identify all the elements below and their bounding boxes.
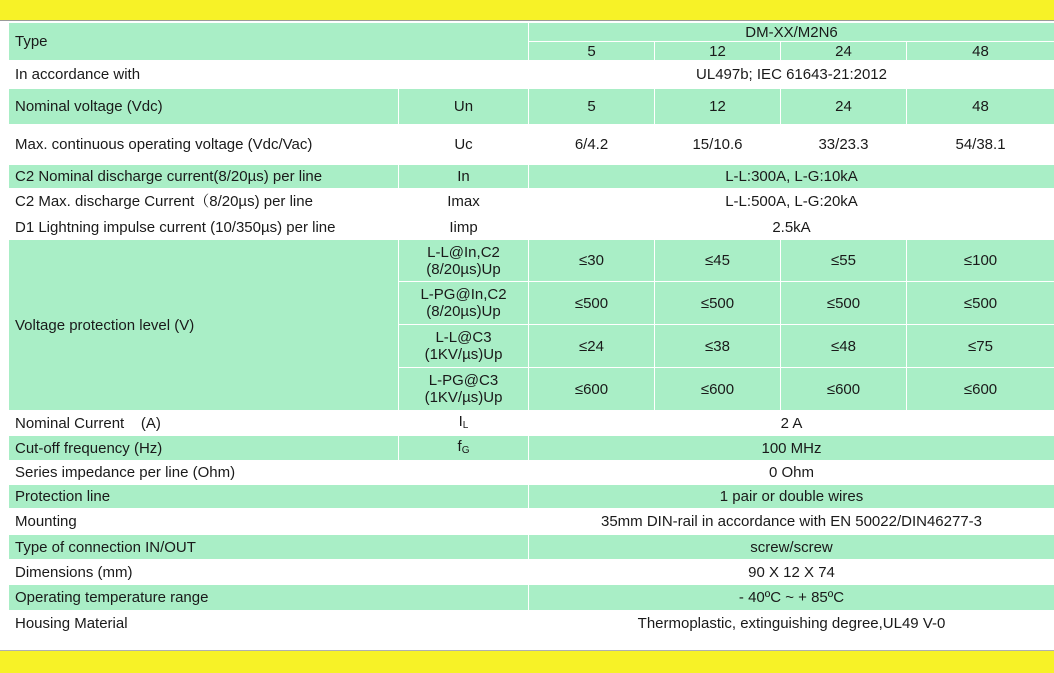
table-row (9, 535, 1054, 560)
max-voltage-48: 54/38.1 (907, 125, 1054, 165)
vpl-ll-c2-24: ≤55 (781, 240, 907, 282)
nominal-voltage-label: Nominal voltage (Vdc) (9, 89, 399, 125)
temperature-value: - 40ºC ~ + 85ºC (529, 585, 1054, 611)
vpl-ll-c2-12: ≤45 (655, 240, 781, 282)
d1-lightning-symbol: Iimp (399, 215, 529, 240)
vpl-sub-lpg-c3 (399, 368, 529, 411)
nominal-voltage-5: 5 (529, 89, 655, 125)
table-row (9, 509, 1054, 535)
cutoff-frequency-symbol (399, 436, 529, 461)
table-row (9, 165, 1054, 189)
vpl-sub-ll-c2 (399, 240, 529, 282)
vpl-sub-ll-c3-line1: L-L@C3 (435, 329, 492, 346)
table-row (9, 461, 1054, 485)
vpl-lpg-c2-48: ≤500 (907, 282, 1054, 325)
c2-nominal-label: C2 Nominal discharge current(8/20µs) per line (9, 165, 399, 189)
type-label: Type (9, 23, 529, 61)
cutoff-frequency-value: 100 MHz (529, 436, 1054, 461)
cutoff-frequency-label: Cut-off frequency (Hz) (9, 436, 399, 461)
c2-nominal-value: L-L:300A, L-G:10kA (529, 165, 1054, 189)
c2-max-label: C2 Max. discharge Current（8/20µs) per line (9, 189, 399, 215)
vpl-lpg-c2-5: ≤500 (529, 282, 655, 325)
vpl-lpg-c3-12: ≤600 (655, 368, 781, 411)
accordance-label: In accordance with (9, 61, 529, 89)
nominal-current-value: 2 A (529, 411, 1054, 436)
vpl-ll-c3-5: ≤24 (529, 325, 655, 368)
vpl-sub-ll-c2-line2: (8/20µs)Up (426, 260, 501, 278)
vpl-sub-ll-c3-line2: (1KV/µs)Up (424, 346, 503, 363)
vpl-sub-lpg-c2-line1: L-PG@In,C2 (420, 286, 507, 303)
nominal-current-symbol (399, 411, 529, 436)
vpl-ll-c2-48: ≤100 (907, 240, 1054, 282)
table-row (9, 215, 1054, 240)
table-row (9, 189, 1054, 215)
nominal-current-label: Nominal Current (A) (9, 411, 399, 436)
vpl-sub-lpg-c3-line1: L-PG@C3 (428, 372, 499, 389)
top-yellow-bar (0, 0, 1054, 20)
temperature-label: Operating temperature range (9, 585, 529, 611)
mounting-label: Mounting (9, 509, 529, 535)
protection-line-label: Protection line (9, 485, 529, 509)
vpl-sub-ll-c3 (399, 325, 529, 368)
protection-line-value: 1 pair or double wires (529, 485, 1054, 509)
housing-value: Thermoplastic, extinguishing degree,UL49 V-0 (529, 611, 1054, 637)
vpl-sub-lpg-c2 (399, 282, 529, 325)
vpl-sub-ll-c2-line1: L-L@In,C2 (427, 243, 500, 261)
vpl-ll-c3-12: ≤38 (655, 325, 781, 368)
table-row (9, 125, 1054, 165)
table-row (9, 436, 1054, 461)
table-row (9, 61, 1054, 89)
max-voltage-symbol: Uc (399, 125, 529, 165)
accordance-value: UL497b; IEC 61643-21:2012 (529, 61, 1054, 89)
nominal-current-symbol-main: I (458, 412, 463, 430)
c2-nominal-symbol: In (399, 165, 529, 189)
dimensions-value: 90 X 12 X 74 (529, 560, 1054, 585)
series-impedance-label: Series impedance per line (Ohm) (9, 461, 529, 485)
table-row (9, 411, 1054, 436)
housing-label: Housing Material (9, 611, 529, 637)
bottom-yellow-bar (0, 651, 1054, 673)
series-impedance-value: 0 Ohm (529, 461, 1054, 485)
max-voltage-24: 33/23.3 (781, 125, 907, 165)
table-row (9, 585, 1054, 611)
vpl-ll-c3-24: ≤48 (781, 325, 907, 368)
dimensions-label: Dimensions (mm) (9, 560, 529, 585)
vpl-ll-c2-5: ≤30 (529, 240, 655, 282)
max-voltage-5: 6/4.2 (529, 125, 655, 165)
vpl-sub-lpg-c2-line2: (8/20µs)Up (426, 303, 501, 320)
table-row (9, 560, 1054, 585)
top-divider (0, 20, 1054, 21)
nominal-voltage-48: 48 (907, 89, 1054, 125)
vpl-label: Voltage protection level (V) (9, 240, 399, 411)
vpl-lpg-c2-24: ≤500 (781, 282, 907, 325)
vpl-lpg-c3-5: ≤600 (529, 368, 655, 411)
mounting-value: 35mm DIN-rail in accordance with EN 50022/DIN46277-3 (529, 509, 1054, 535)
table-row (9, 240, 1054, 282)
table-row (9, 485, 1054, 509)
vpl-lpg-c2-12: ≤500 (655, 282, 781, 325)
nominal-current-symbol-sub: L (462, 419, 469, 431)
vpl-lpg-c3-24: ≤600 (781, 368, 907, 411)
connection-value: screw/screw (529, 535, 1054, 560)
vpl-lpg-c3-48: ≤600 (907, 368, 1054, 411)
c2-max-value: L-L:500A, L-G:20kA (529, 189, 1054, 215)
cutoff-frequency-symbol-sub: G (461, 444, 470, 456)
table-row (9, 611, 1054, 637)
variant-24: 24 (781, 42, 907, 61)
nominal-voltage-12: 12 (655, 89, 781, 125)
d1-lightning-value: 2.5kA (529, 215, 1054, 240)
variant-5: 5 (529, 42, 655, 61)
table-row (9, 89, 1054, 125)
spec-table (8, 22, 1054, 637)
d1-lightning-label: D1 Lightning impulse current (10/350µs) per line (9, 215, 399, 240)
max-voltage-12: 15/10.6 (655, 125, 781, 165)
nominal-voltage-symbol: Un (399, 89, 529, 125)
vpl-ll-c3-48: ≤75 (907, 325, 1054, 368)
vpl-sub-lpg-c3-line2: (1KV/µs)Up (424, 389, 503, 406)
variant-48: 48 (907, 42, 1054, 61)
max-voltage-label: Max. continuous operating voltage (Vdc/Vac) (9, 125, 399, 165)
model-name: DM-XX/M2N6 (529, 23, 1054, 42)
variant-12: 12 (655, 42, 781, 61)
cutoff-frequency-symbol-main: f (457, 437, 462, 455)
connection-label: Type of connection IN/OUT (9, 535, 529, 560)
c2-max-symbol: Imax (399, 189, 529, 215)
nominal-voltage-24: 24 (781, 89, 907, 125)
